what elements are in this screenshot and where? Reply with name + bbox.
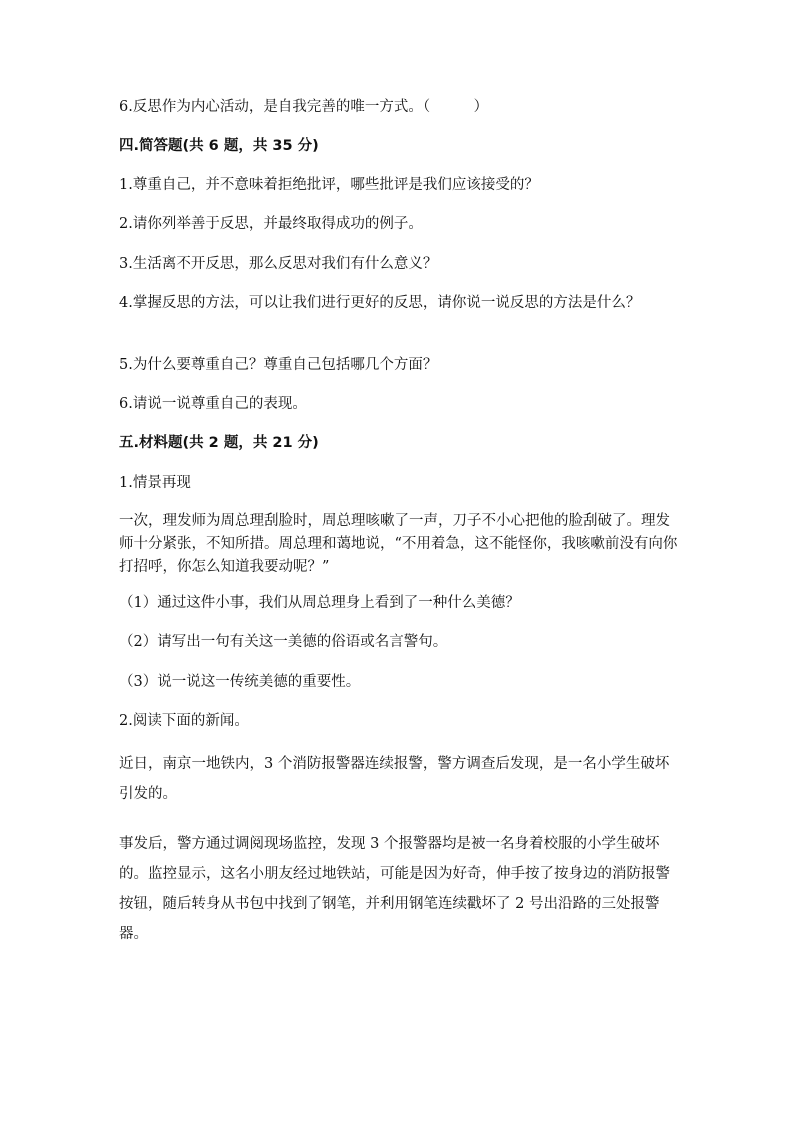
short-answer-question-4: 4.掌握反思的方法，可以让我们进行更好的反思，请你说一说反思的方法是什么？ bbox=[119, 295, 641, 311]
short-answer-question-1: 1.尊重自己，并不意味着拒绝批评，哪些批评是我们应该接受的？ bbox=[119, 177, 539, 193]
material-1-story: 一次，理发师为周总理刮脸时，周总理咳嗽了一声，刀子不小心把他的脸刮破了。理发师十分紧张，不知所措。周总理和蔼地说，“不用着急，这不能怪你，我咳嗽前没有向你打招呼，你怎么知道我要动呢？” bbox=[119, 513, 678, 575]
material-1-subquestion-3: （3）说一说这一传统美德的重要性。 bbox=[119, 674, 361, 690]
material-2-paragraph-2: 事发后，警方通过调阅现场监控，发现 3 个报警器均是被一名身着校服的小学生破坏的。监控显示，这名小朋友经过地铁站，可能是因为好奇，伸手按了按身边的消防报警按钮，随后转身从书包中找到了钢笔，并利用钢笔连续戳坏了 2 号出沿路的三处报警器。 bbox=[119, 836, 670, 942]
material-1-subquestion-2: （2）请写出一句有关这一美德的俗语或名言警句。 bbox=[119, 634, 448, 650]
section-4-heading: 四.简答题(共 6 题，共 35 分) bbox=[119, 138, 319, 154]
short-answer-question-5: 5.为什么要尊重自己？尊重自己包括哪几个方面？ bbox=[119, 357, 438, 373]
short-answer-question-3: 3.生活离不开反思，那么反思对我们有什么意义？ bbox=[119, 256, 438, 272]
judge-question-6: 6.反思作为内心活动，是自我完善的唯一方式。（ ） bbox=[119, 99, 489, 115]
material-2-title: 2.阅读下面的新闻。 bbox=[119, 713, 249, 729]
material-2-paragraph-1: 近日，南京一地铁内，3 个消防报警器连续报警，警方调查后发现，是一名小学生破坏引发的。 bbox=[119, 756, 670, 802]
short-answer-question-2: 2.请你列举善于反思，并最终取得成功的例子。 bbox=[119, 216, 423, 232]
short-answer-question-6: 6.请说一说尊重自己的表现。 bbox=[119, 396, 307, 412]
material-1-title: 1.情景再现 bbox=[119, 475, 191, 491]
material-1-subquestion-1: （1）通过这件小事，我们从周总理身上看到了一种什么美德？ bbox=[119, 595, 520, 611]
section-5-heading: 五.材料题(共 2 题，共 21 分) bbox=[119, 435, 319, 451]
